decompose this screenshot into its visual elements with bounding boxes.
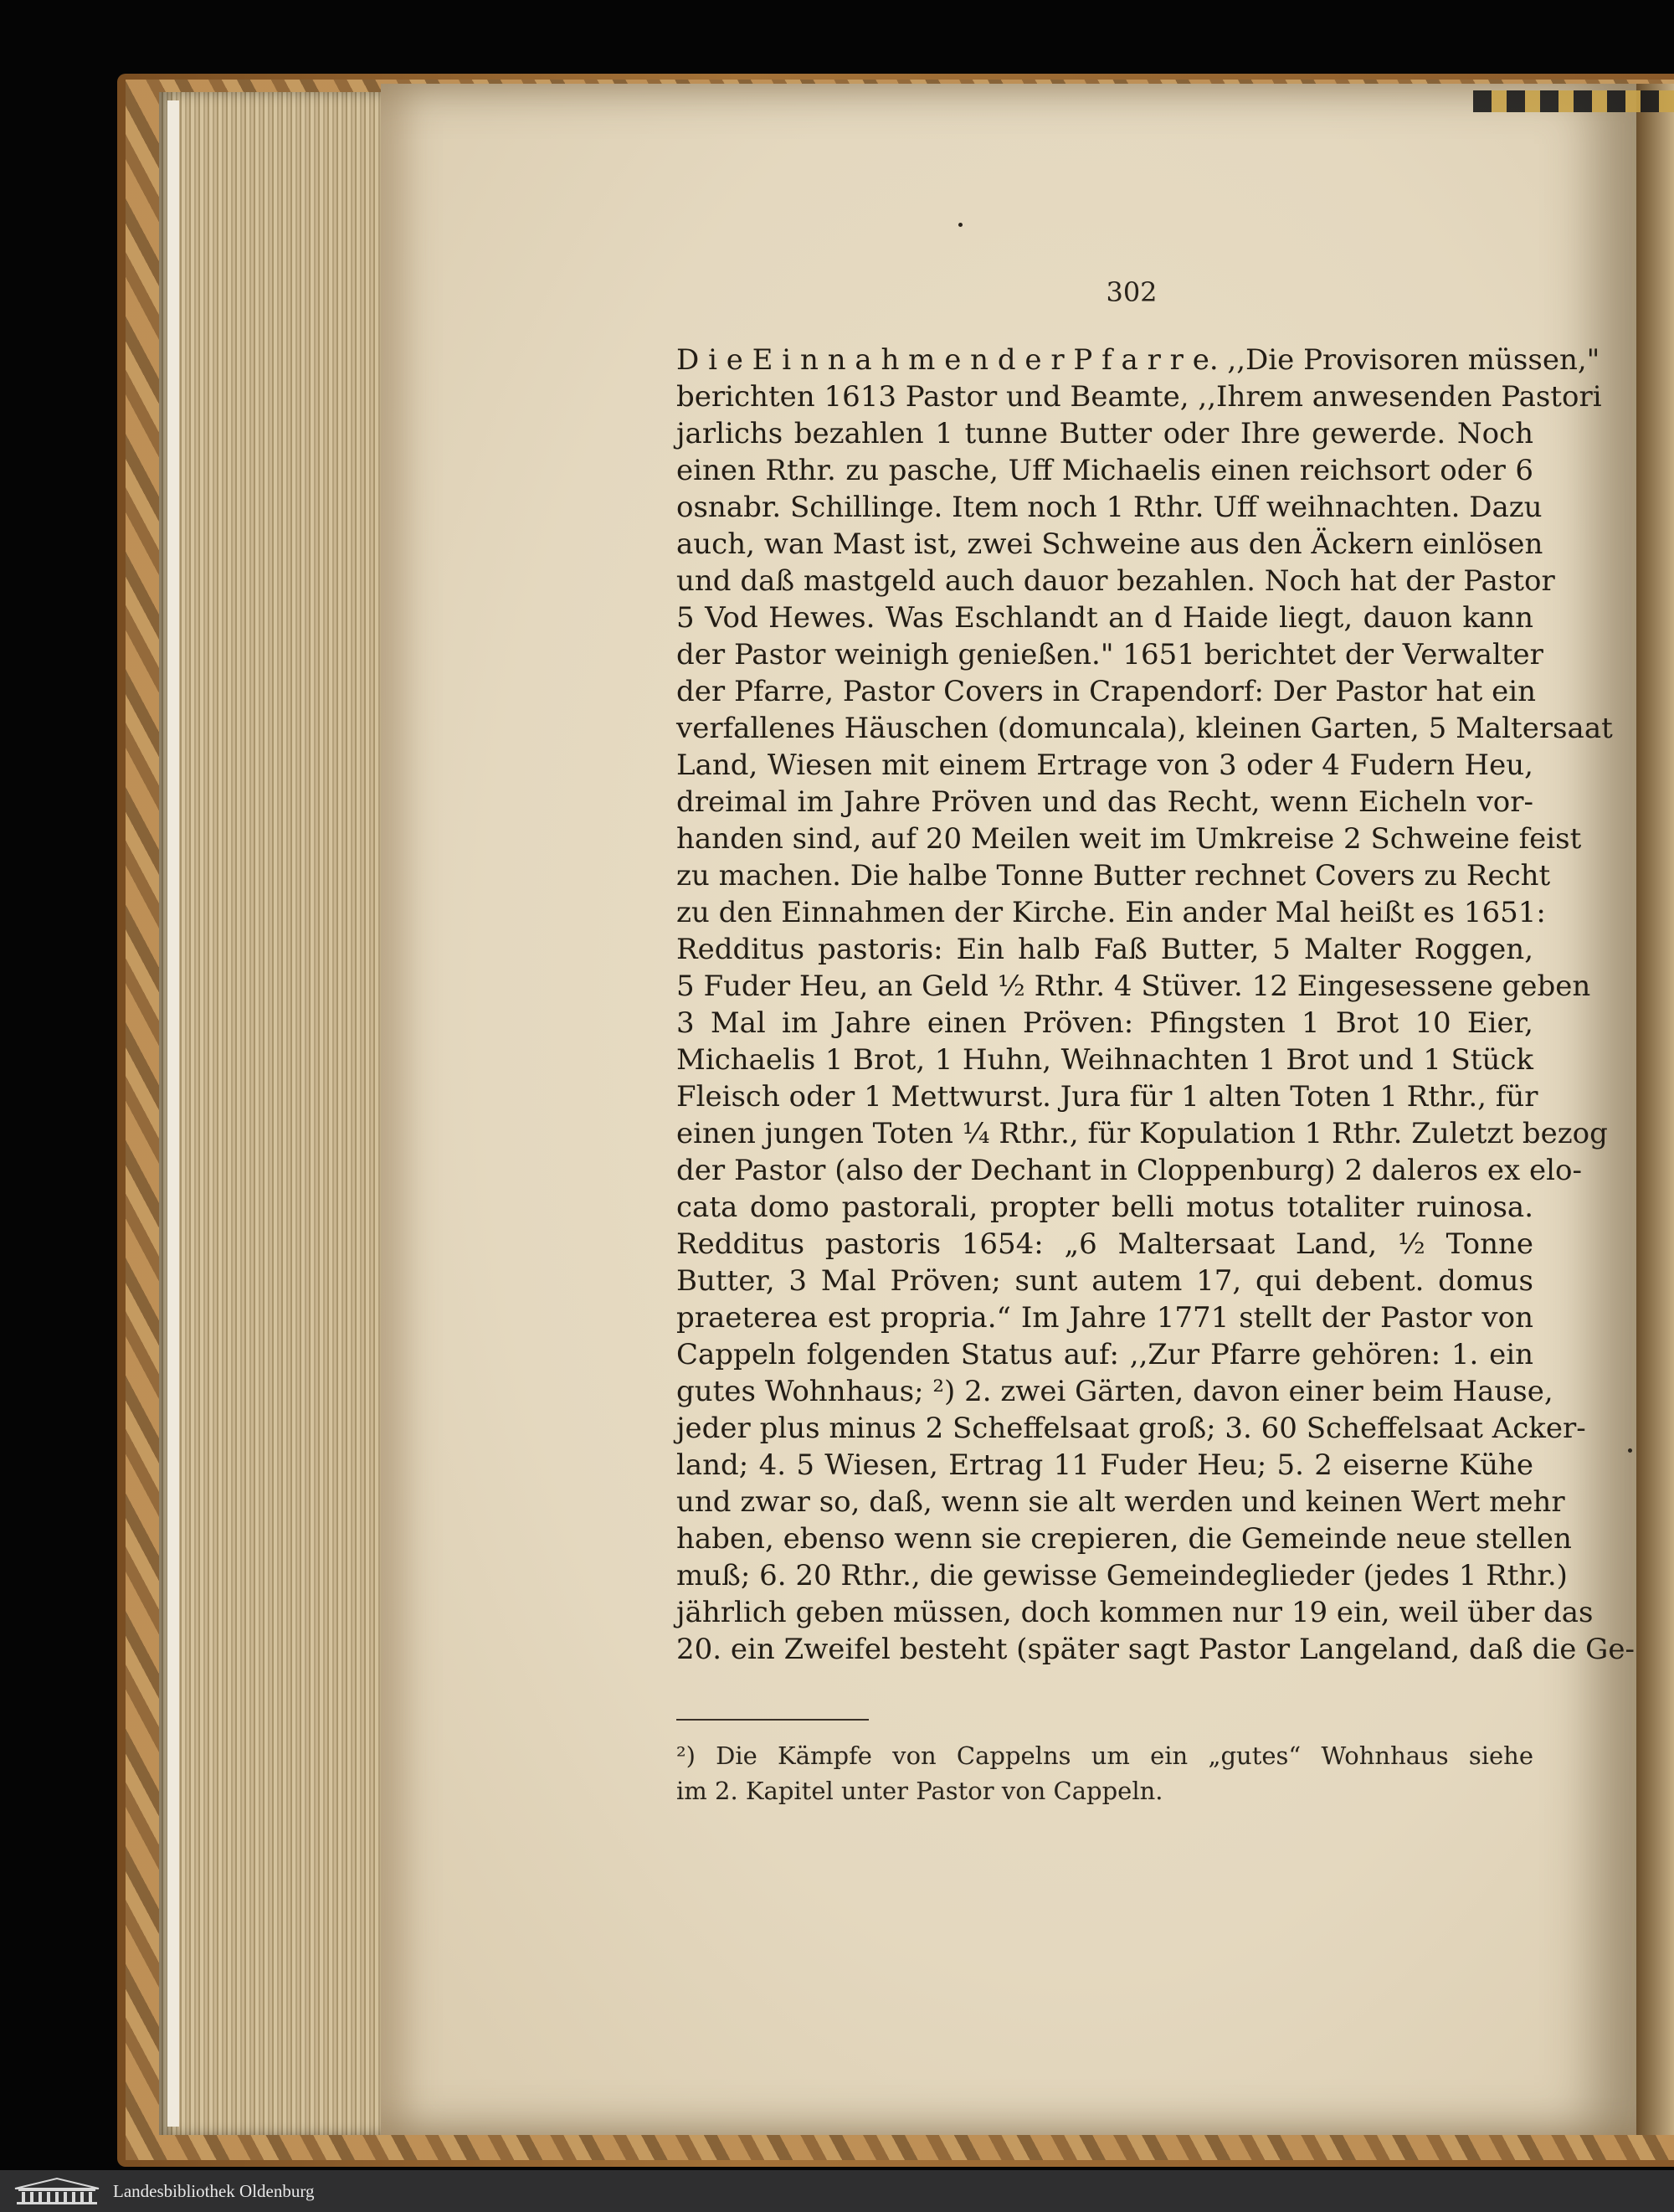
- text-line: 20. ein Zweifel besteht (später sagt Pastor Langeland, daß die Ge-: [676, 1633, 1635, 1666]
- footnote-divider: [676, 1719, 869, 1721]
- text-line: Redditus pastoris: Ein halb Faß Butter, 5 Malter Roggen,: [676, 933, 1533, 966]
- page-edge-highlight: [167, 100, 179, 2127]
- page-edges: [159, 92, 381, 2135]
- text-line: Redditus pastoris 1654: „6 Maltersaat Land, ½ Tonne: [676, 1227, 1533, 1261]
- text-line: 5 Fuder Heu, an Geld ½ Rthr. 4 Stüver. 12 Eingesessene geben: [676, 970, 1591, 1003]
- text-line: verfallenes Häuschen (domuncala), kleinen Garten, 5 Maltersaat: [676, 712, 1613, 745]
- text-line: der Pastor (also der Dechant in Cloppenburg) 2 daleros ex elo-: [676, 1154, 1582, 1187]
- text-line: praeterea est propria.“ Im Jahre 1771 stellt der Pastor von: [676, 1301, 1533, 1335]
- library-name: Landesbibliothek Oldenburg: [113, 2181, 315, 2201]
- text-line: land; 4. 5 Wiesen, Ertrag 11 Fuder Heu; 5. 2 eiserne Kühe: [676, 1448, 1533, 1482]
- footnote: [676, 1738, 1533, 1808]
- text-line: berichten 1613 Pastor und Beamte, ,,Ihrem anwesenden Pastori: [676, 380, 1602, 414]
- text-line: dreimal im Jahre Pröven und das Recht, wenn Eicheln vor-: [676, 785, 1533, 819]
- text-line: Butter, 3 Mal Pröven; sunt autem 17, qui debent. domus: [676, 1264, 1533, 1298]
- facing-page-edge: [1636, 84, 1674, 2135]
- text-line: cata domo pastorali, propter belli motus totaliter ruinosa.: [676, 1191, 1533, 1224]
- footnote-line: ²) Die Kämpfe von Cappelns um ein „gutes“ Wohnhaus siehe: [676, 1741, 1533, 1770]
- text-line: zu machen. Die halbe Tonne Butter rechnet Covers zu Recht: [676, 859, 1551, 893]
- text-line: und zwar so, daß, wenn sie alt werden und keinen Wert mehr: [676, 1485, 1565, 1519]
- text-line: und daß mastgeld auch dauor bezahlen. Noch hat der Pastor: [676, 564, 1555, 598]
- body-text: [676, 342, 1635, 1668]
- text-line: zu den Einnahmen der Kirche. Ein ander Mal heißt es 1651:: [676, 896, 1546, 929]
- text-line: handen sind, auf 20 Meilen weit im Umkreise 2 Schweine feist: [676, 822, 1582, 856]
- text-line: jeder plus minus 2 Scheffelsaat groß; 3. 60 Scheffelsaat Acker-: [676, 1412, 1586, 1445]
- text-line: Fleisch oder 1 Mettwurst. Jura für 1 alten Toten 1 Rthr., für: [676, 1080, 1538, 1114]
- text-line: D i e E i n n a h m e n d e r P f a r r e. ,,Die Provisoren müssen,": [676, 343, 1600, 377]
- text-line: jarlichs bezahlen 1 tunne Butter oder Ihre gewerde. Noch: [676, 417, 1533, 450]
- text-line: haben, ebenso wenn sie crepieren, die Gemeinde neue stellen: [676, 1522, 1572, 1556]
- page-speck: [1628, 1448, 1632, 1453]
- text-line: muß; 6. 20 Rthr., die gewisse Gemeindeglieder (jedes 1 Rthr.): [676, 1559, 1568, 1592]
- text-line: 3 Mal im Jahre einen Pröven: Pfingsten 1 Brot 10 Eier,: [676, 1006, 1533, 1040]
- library-building-icon: [12, 2177, 102, 2205]
- text-line: Cappeln folgenden Status auf: ,,Zur Pfarre gehören: 1. ein: [676, 1338, 1533, 1371]
- text-line: auch, wan Mast ist, zwei Schweine aus den Äckern einlösen: [676, 527, 1543, 561]
- text-line: osnabr. Schillinge. Item noch 1 Rthr. Uff weihnachten. Dazu: [676, 491, 1543, 524]
- footnote-line: im 2. Kapitel unter Pastor von Cappeln.: [676, 1777, 1163, 1805]
- text-line: einen jungen Toten ¼ Rthr., für Kopulation 1 Rthr. Zuletzt bezog: [676, 1117, 1608, 1150]
- text-line: der Pastor weinigh genießen." 1651 berichtet der Verwalter: [676, 638, 1543, 671]
- text-line: 5 Vod Hewes. Was Eschlandt an d Haide liegt, dauon kann: [676, 601, 1533, 635]
- text-line: der Pfarre, Pastor Covers in Crapendorf: Der Pastor hat ein: [676, 675, 1536, 708]
- text-line: Land, Wiesen mit einem Ertrage von 3 oder 4 Fudern Heu,: [676, 748, 1533, 782]
- text-line: einen Rthr. zu pasche, Uff Michaelis einen reichsort oder 6: [676, 454, 1533, 487]
- text-line: jährlich geben müssen, doch kommen nur 19 ein, weil über das: [676, 1596, 1594, 1629]
- facing-page-ornament: [1473, 90, 1674, 112]
- page-number: 302: [1106, 276, 1158, 308]
- page-speck: [958, 223, 963, 227]
- text-line: gutes Wohnhaus; ²) 2. zwei Gärten, davon einer beim Hause,: [676, 1375, 1553, 1408]
- text-line: Michaelis 1 Brot, 1 Huhn, Weihnachten 1 Brot und 1 Stück: [676, 1043, 1533, 1077]
